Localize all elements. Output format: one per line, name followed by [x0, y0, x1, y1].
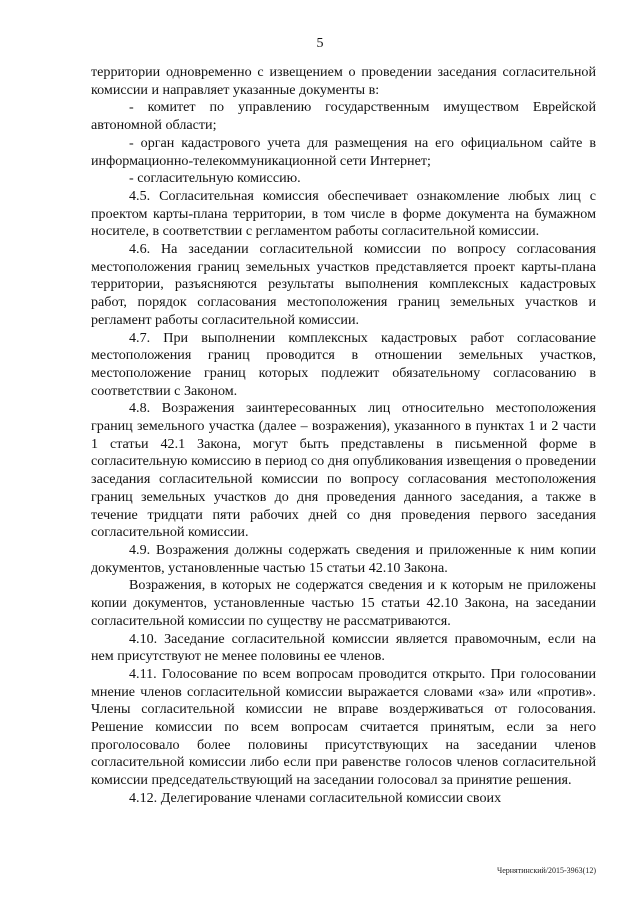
paragraph: 4.10. Заседание согласительной комиссии является правомочным, если на нем присутствуют не менее половины ее членов. — [91, 630, 596, 665]
paragraph: 4.12. Делегирование членами согласительной комиссии своих — [129, 789, 502, 806]
paragraph: Возражения, в которых не содержатся сведения и к которым не приложены копии документов, установленные частью 15 статьи 42.10 Закона, на заседании согласительной комиссии по существу не рассматриваются. — [91, 577, 596, 629]
document-code: Чернятинский/2015-3963(12) — [497, 866, 596, 875]
paragraph: - согласительную комиссию. — [129, 170, 301, 187]
paragraph: 4.11. Голосование по всем вопросам проводится открыто. При голосовании мнение членов согласительной комиссии выражается словами «за» или «против». Члены согласительной комиссии не вправе воздерживаться от голосования. Решение комиссии по всем вопросам считается принятым, если за него проголосовало более половины присутствующих на заседании членов согласительной комиссии либо если при равенстве голосов членов согласительной комиссии председательствующий на заседании голосовал за принятие решения. — [91, 665, 596, 789]
paragraph: - орган кадастрового учета для размещения на его официальном сайте в информационно-телекоммуникационной сети Интернет; — [91, 134, 596, 169]
paragraph: 4.6. На заседании согласительной комиссии по вопросу согласования местоположения границ земельных участков представляется проект карты-плана территории, разъясняются результаты выполнения комплексных кадастровых работ, порядок согласования местоположения границ земельных участков и регламент работы согласительной комиссии. — [91, 241, 596, 328]
paragraph: 4.5. Согласительная комиссия обеспечивает ознакомление любых лиц с проектом карты-плана территории, в том числе в форме документа на бумажном носителе, в соответствии с регламентом работы согласительной комиссии. — [91, 187, 596, 240]
paragraph: - комитет по управлению государственным имуществом Еврейской автономной области; — [91, 99, 596, 134]
page-number: 5 — [316, 36, 324, 51]
paragraph: 4.8. Возражения заинтересованных лиц относительно местоположения границ земельного участка (далее – возражения), указанного в пунктах 1 и 2 части 1 статьи 42.1 Закона, могут быть представлены в письменной форме в согласительную комиссию в период со дня опубликования извещения о проведении заседания согласительной комиссии по вопросу согласования местоположения границ земельных участков до дня проведения данного заседания, а также в течение тридцати пяти рабочих дней со дня проведения первого заседания согласительной комиссии. — [91, 400, 596, 541]
document-body — [91, 64, 596, 808]
paragraph: территории одновременно с извещением о проведении заседания согласительной комиссии и направляет указанные документы в: — [91, 64, 596, 98]
paragraph: 4.9. Возражения должны содержать сведения и приложенные к ним копии документов, установленные частью 15 статьи 42.10 Закона. — [91, 541, 596, 576]
paragraph: 4.7. При выполнении комплексных кадастровых работ согласование местоположения границ проводится в отношении земельных участков, местоположение границ которых подлежит обязательному согласованию в соответствии с Законом. — [91, 329, 596, 399]
